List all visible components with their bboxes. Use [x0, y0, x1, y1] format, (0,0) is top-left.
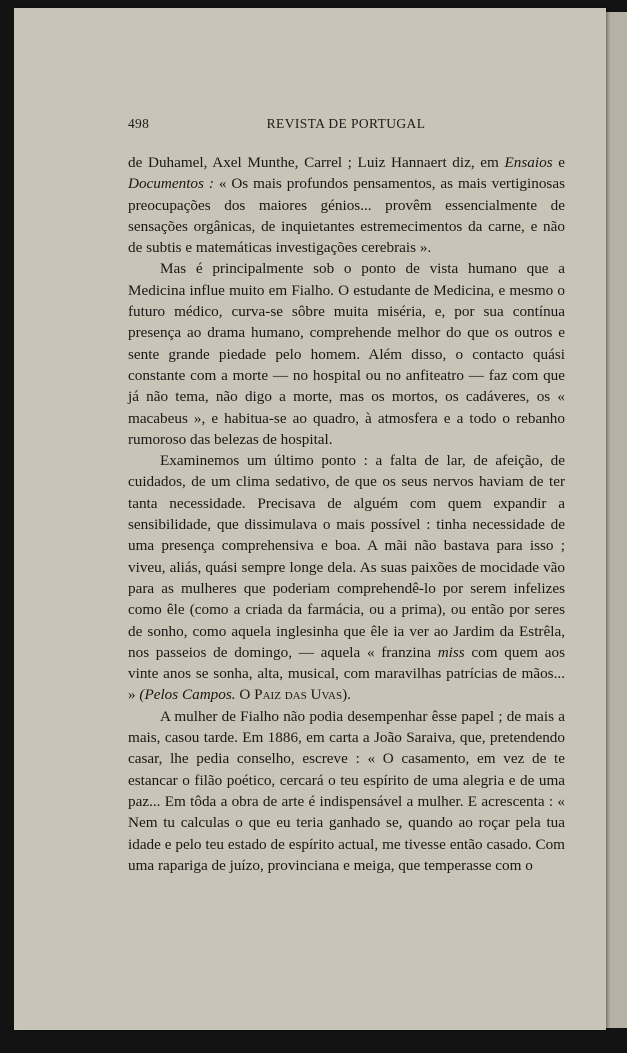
italic-word-miss: miss: [437, 643, 465, 661]
italic-title-ensaios: Ensaios: [504, 154, 553, 171]
text-run: « Os mais profundos pensamentos, as mais vertiginosas preocupações dos maiores génios... provêm essencialmente de sensações orgânicas, de inquietantes estremecimentos da carne, e não de subtis e matemáticas investigações cerebrais ».: [128, 175, 565, 257]
paragraph-1: [128, 152, 565, 258]
smallcaps-title-paiz-das-uvas: Paiz das Uvas: [254, 686, 343, 704]
page-number: 498: [128, 116, 150, 131]
italic-title-documentos: Documentos :: [128, 175, 214, 193]
page-header: [128, 116, 564, 138]
text-run: O: [235, 686, 255, 704]
paragraph-3: [128, 450, 565, 706]
text-run: e: [552, 154, 565, 171]
running-title: REVISTA DE PORTUGAL: [266, 116, 426, 131]
text-run: de Duhamel, Axel Munthe, Carrel ; Luiz Hannaert diz, em: [128, 154, 505, 171]
text-run: Examinemos um último ponto : a falta de lar, de afeição, de cuidados, de um clima sedativo, de que os seus nervos haviam de ter tanta necessidade. Precisava de alguém com quem expandir a sensibilidade, que dissimulava o mais possível : tinha necessidade de uma presença comprehensiva e boa. A mãi não bastava para isso ; viveu, aliás, quási sempre longe dela. As suas paixões de mocidade vão para as mulheres que poderiam comprehendê-lo por serem infelizes como êle (como a criada da farmácia, ou a prima), ou então por seres de sonho, como aquela inglesinha que êle ia ver ao Jardim da Estrêla, nos passeios de domingo, — aquela « franzina: [128, 452, 565, 661]
text-run: A mulher de Fialho não podia desempenhar êsse papel ; de mais a mais, casou tarde. Em 1886, em carta a João Saraiva, que, pretendendo casar, lhe pedia conselho, escreve : « O casamento, em vez de te estancar o filão poético, cercará o teu espírito de uma alegria e de uma paz... Em tôda a obra de arte é indispensável a mulher. E acrescenta : « Nem tu calculas o que eu teria ganhado se, quando ao roçar pela tua idade e pelo teu estado de espírito actual, me tivesse então casado. Com uma rapariga de juízo, provinciana e meiga, que temperasse com o: [128, 707, 565, 874]
text-run: ).: [342, 686, 351, 704]
italic-title-pelos-campos: (Pelos Campos.: [139, 686, 236, 704]
body-text: [128, 152, 565, 876]
paragraph-4: [128, 706, 565, 876]
text-run: com quem aos vinte anos se sonha, alta, musical, com maravilhas patrícias de mãos... »: [128, 643, 565, 704]
paragraph-2: [128, 258, 565, 450]
text-run: Mas é principalmente sob o ponto de vista humano que a Medicina influe muito em Fialho. O estudante de Medicina, e mesmo o futuro médico, curva-se sôbre muita miséria, e, por sua contínua presença ao drama humano, comprehende melhor do que os outros e sente grande piedade pelo homem. Além disso, o contacto quási constante com a morte — no hospital ou no anfiteatro — faz com que já não tema, não digo a morte, mas os mortos, os cadáveres, os « macabeus », e habitua-se ao quadro, à atmosfera e a todo o rebanho rumoroso das belezas de hospital.: [128, 260, 565, 448]
